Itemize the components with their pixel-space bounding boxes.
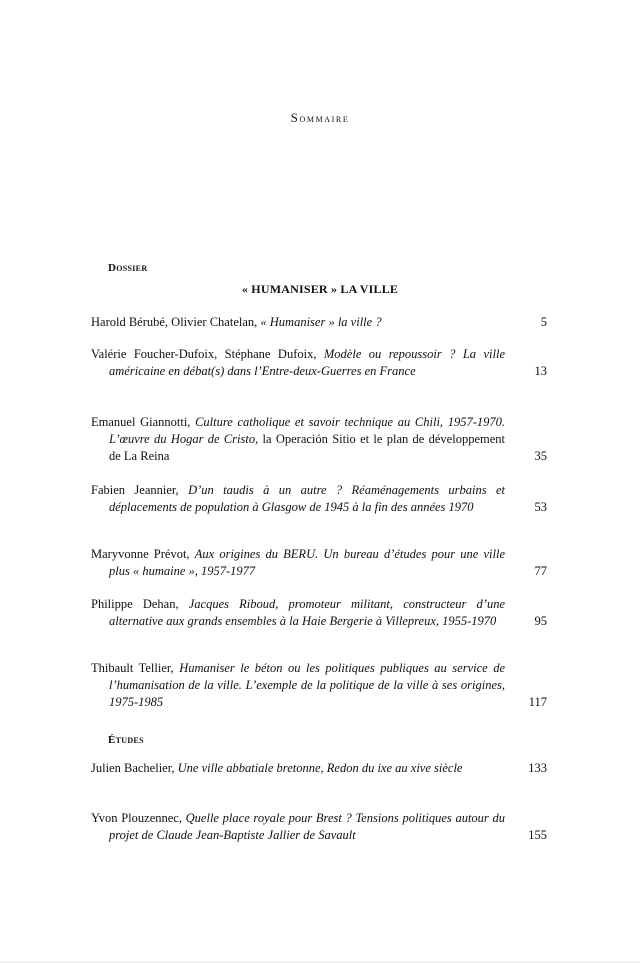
- page-title-rest: ommaire: [299, 111, 350, 125]
- entry-author: Fabien Jeannier,: [91, 483, 189, 497]
- entry-author: Harold Bérubé, Olivier Chatelan,: [91, 315, 261, 329]
- toc-entry: [91, 660, 547, 711]
- entry-author: Valérie Foucher-Dufoix, Stéphane Dufoix,: [91, 347, 324, 361]
- toc-entry: [91, 546, 547, 580]
- entry-page-number: 95: [534, 614, 547, 628]
- entry-page-number: 5: [540, 315, 547, 329]
- entry-author: Thibault Tellier,: [91, 661, 180, 675]
- entry-author: Julien Bachelier,: [91, 761, 178, 775]
- toc-entry: [91, 596, 547, 630]
- entry-subtitle: la Operación Sitio et le plan de développement de La Reina: [109, 432, 505, 463]
- entry-title: Quelle place royale pour Brest ? Tensions politiques autour du projet de Claude Jean-Baptiste Jallier de Savault: [109, 811, 505, 842]
- toc-entry: [91, 414, 547, 465]
- toc-entry: [91, 760, 547, 777]
- entry-page-number: 77: [534, 564, 547, 578]
- page-title-initial: S: [290, 110, 300, 125]
- entry-title: Une ville abbatiale bretonne, Redon du ixe au xive siècle: [177, 761, 463, 775]
- entry-page-number: 117: [528, 695, 547, 709]
- entry-title: Jacques Riboud, promoteur militant, constructeur d’une alternative aux grands ensembles à la Haie Bergerie à Villepreux, 1955-1970: [109, 597, 505, 628]
- entry-title: Humaniser le béton ou les politiques publiques au service de l’humanisation de la ville. L’exemple de la politique de la ville à ses origines, 1975-1985: [109, 661, 505, 709]
- toc-entry: [91, 810, 547, 844]
- entry-page-number: 53: [534, 500, 547, 514]
- entry-page-number: 35: [534, 449, 547, 463]
- entry-page-number: 155: [528, 828, 547, 842]
- entry-author: Philippe Dehan,: [91, 597, 189, 611]
- entry-author: Maryvonne Prévot,: [91, 547, 195, 561]
- entry-title: Culture catholique et savoir technique au Chili, 1957-1970. L’œuvre du Hogar de Cristo,: [109, 415, 505, 446]
- entry-title: Aux origines du BERU. Un bureau d’études pour une ville plus « humaine », 1957-1977: [109, 547, 505, 578]
- section-label-etudes: Études: [108, 734, 144, 746]
- entry-title: Modèle ou repoussoir ? La ville américaine en débat(s) dans l’Entre-deux-Guerres en France: [109, 347, 505, 378]
- entry-author: Emanuel Giannotti,: [91, 415, 196, 429]
- toc-entry: [91, 314, 547, 331]
- section-label-dossier: Dossier: [108, 262, 148, 274]
- entry-title: « Humaniser » la ville ?: [260, 315, 382, 329]
- toc-entry: [91, 346, 547, 380]
- entry-page-number: 133: [528, 761, 547, 775]
- entry-author: Yvon Plouzennec,: [91, 811, 186, 825]
- dossier-title: « HUMANISER » LA VILLE: [241, 282, 399, 296]
- page-title: [0, 110, 640, 126]
- entry-page-number: 13: [534, 364, 547, 378]
- entry-title: D’un taudis à un autre ? Réaménagements urbains et déplacements de population à Glasgow de 1945 à la fin des années 1970: [109, 483, 505, 514]
- toc-entry: [91, 482, 547, 516]
